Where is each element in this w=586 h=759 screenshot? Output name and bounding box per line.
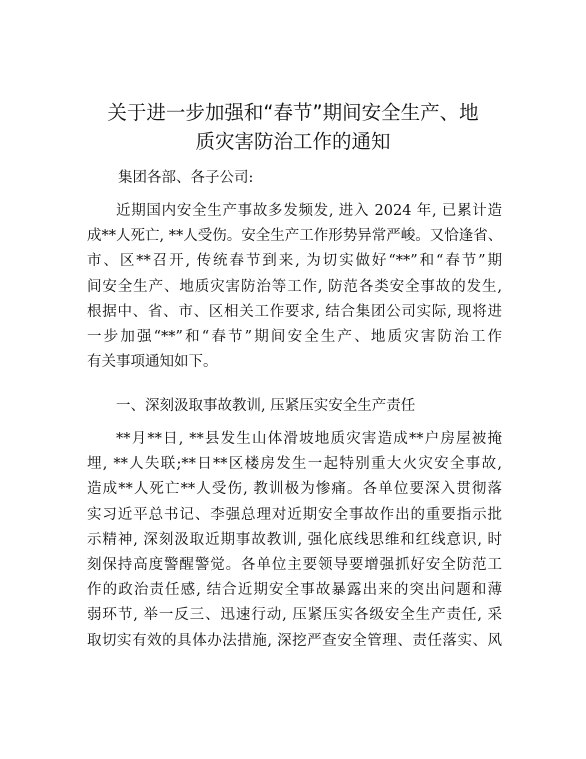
paragraph-line: 近期国内安全生产事故多发频发, 进入 2024 年, 已累计造 — [116, 203, 502, 219]
paragraph-line: 作的政治责任感, 结合近期安全事故暴露出来的突出问题和薄 — [87, 582, 502, 599]
paragraph-line: 造成**人死亡**人受伤, 教训极为惨痛。各单位要深入贯彻落 — [87, 481, 502, 498]
paragraph-line: 根据中、省、市、区相关工作要求, 结合集团公司实际, 现将进 — [87, 303, 502, 320]
section-heading: 一、深刻汲取事故教训, 压紧压实安全生产责任 — [116, 398, 416, 414]
paragraph-line: 取切实有效的具体办法措施, 深挖严查安全管理、责任落实、风 — [87, 632, 502, 649]
paragraph-line: 有关事项通知如下。 — [87, 354, 218, 371]
section-paragraph — [87, 427, 502, 654]
title-line: 质灾害防治工作的通知 — [195, 130, 391, 153]
paragraph-line: 刻保持高度警醒警觉。各单位主要领导要增强抓好安全防范工 — [87, 557, 502, 574]
paragraph-line: 市、区**召开, 传统春节到来, 为切实做好“**”和“春节”期 — [87, 253, 502, 270]
paragraph-line: 实习近平总书记、李强总理对近期安全事故作出的重要指示批 — [87, 506, 502, 523]
paragraph-line: 弱环节, 举一反三、迅速行动, 压紧压实各级安全生产责任, 采 — [87, 607, 502, 624]
title-line: 关于进一步加强和“春节”期间安全生产、地 — [107, 101, 479, 124]
paragraph-line: **月**日, **县发生山体滑坡地质灾害造成**户房屋被掩 — [116, 431, 502, 447]
paragraph-line: 一步加强“**”和“春节”期间安全生产、地质灾害防治工作 — [87, 329, 502, 346]
paragraph-line: 成**人死亡, **人受伤。安全生产工作形势异常严峻。又恰逢省、 — [87, 228, 503, 245]
paragraph-line: 间安全生产、地质灾害防治等工作, 防范各类安全事故的发生, — [87, 278, 502, 295]
paragraph-line: 埋, **人失联;**日**区楼房发生一起特别重大火灾安全事故, — [87, 456, 502, 473]
salutation: 集团各部、各子公司: — [118, 170, 254, 186]
document-title — [80, 98, 506, 156]
paragraph-line: 示精神, 深刻汲取近期事故教训, 强化底线思维和红线意识, 时 — [87, 531, 502, 548]
intro-paragraph — [87, 199, 502, 375]
